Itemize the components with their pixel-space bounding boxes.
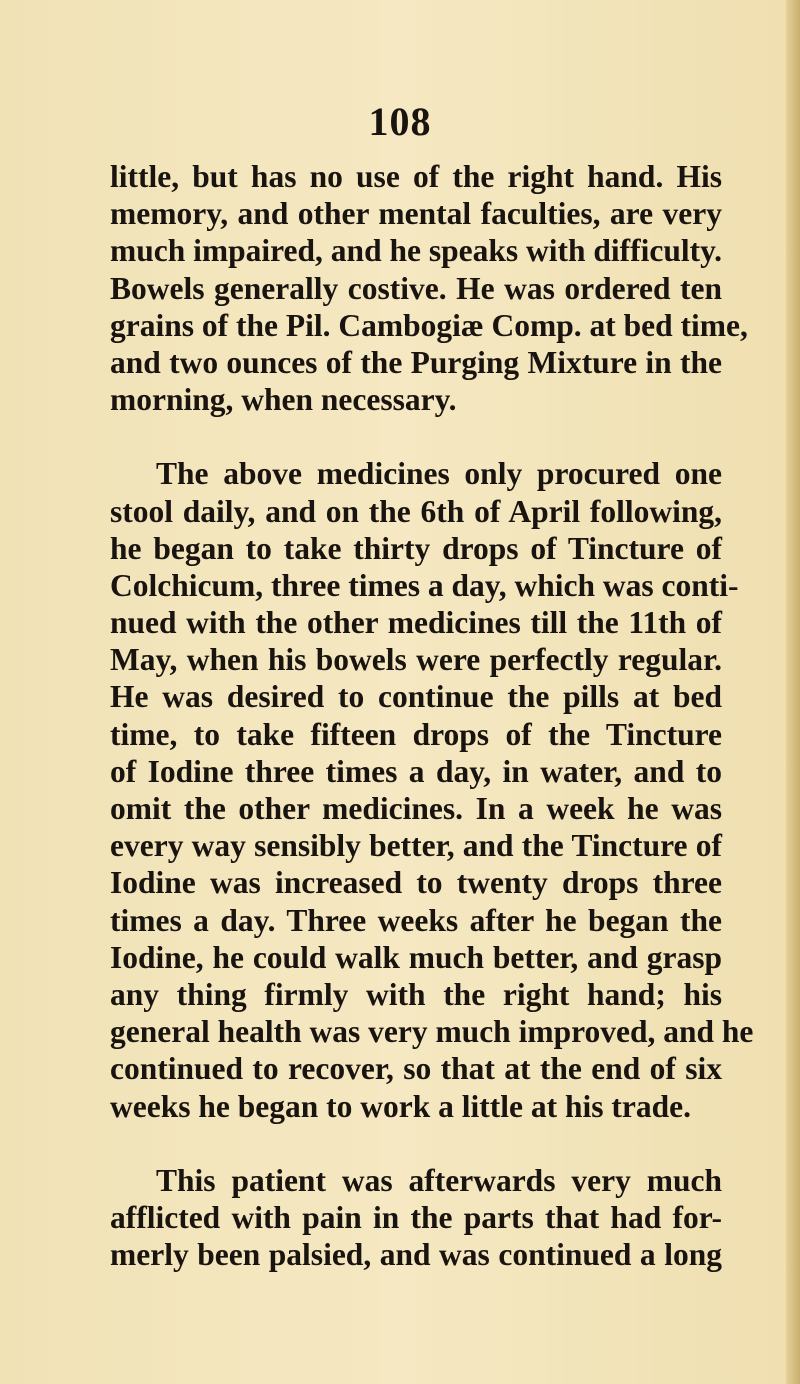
text-line: May, when his bowels were perfectly regular.	[110, 642, 722, 678]
text-line: This patient was afterwards very much	[156, 1162, 722, 1198]
text-line: Bowels generally costive. He was ordered ten	[110, 270, 722, 306]
text-line: Colchicum, three times a day, which was conti-	[110, 567, 739, 603]
text-line: Iodine, he could walk much better, and grasp	[110, 939, 722, 975]
paragraph-gap	[110, 1125, 722, 1162]
text-line: He was desired to continue the pills at bed	[110, 679, 722, 715]
text-line: continued to recover, so that at the end of six	[110, 1051, 722, 1087]
text-line: The above medicines only procured one	[156, 456, 722, 492]
text-line: Iodine was increased to twenty drops three	[110, 865, 722, 901]
text-line: weeks he began to work a little at his trade.	[110, 1088, 691, 1124]
text-line: of Iodine three times a day, in water, and to	[110, 753, 722, 789]
text-line: morning, when necessary.	[110, 382, 457, 418]
text-line: he began to take thirty drops of Tincture of	[110, 530, 722, 566]
text-line: little, but has no use of the right hand. His	[110, 159, 722, 194]
text-line: nued with the other medicines till the 11th of	[110, 605, 722, 641]
body-text	[110, 158, 754, 1273]
text-line: stool daily, and on the 6th of April following,	[110, 493, 722, 529]
text-line: any thing firmly with the right hand; his	[110, 976, 722, 1012]
text-line: time, to take fifteen drops of the Tincture	[110, 716, 722, 752]
page-edge	[786, 0, 800, 1384]
text-line: merly been palsied, and was continued a long	[110, 1237, 722, 1273]
page-number: 108	[368, 99, 432, 144]
text-line: memory, and other mental faculties, are very	[110, 196, 722, 232]
text-line: and two ounces of the Purging Mixture in the	[110, 344, 722, 380]
paragraph-1	[110, 158, 748, 418]
text-line: general health was very much improved, and he	[110, 1014, 754, 1050]
paragraph-2	[110, 455, 754, 1124]
text-line: afflicted with pain in the parts that had for-	[110, 1199, 722, 1235]
text-line: grains of the Pil. Cambogiæ Comp. at bed time,	[110, 307, 748, 343]
text-line: much impaired, and he speaks with difficulty.	[110, 233, 723, 269]
text-line: times a day. Three weeks after he began the	[110, 902, 722, 938]
paragraph-3	[110, 1162, 722, 1274]
paragraph-gap	[110, 418, 722, 455]
text-line: every way sensibly better, and the Tincture of	[110, 828, 722, 864]
text-line: omit the other medicines. In a week he was	[110, 791, 722, 826]
